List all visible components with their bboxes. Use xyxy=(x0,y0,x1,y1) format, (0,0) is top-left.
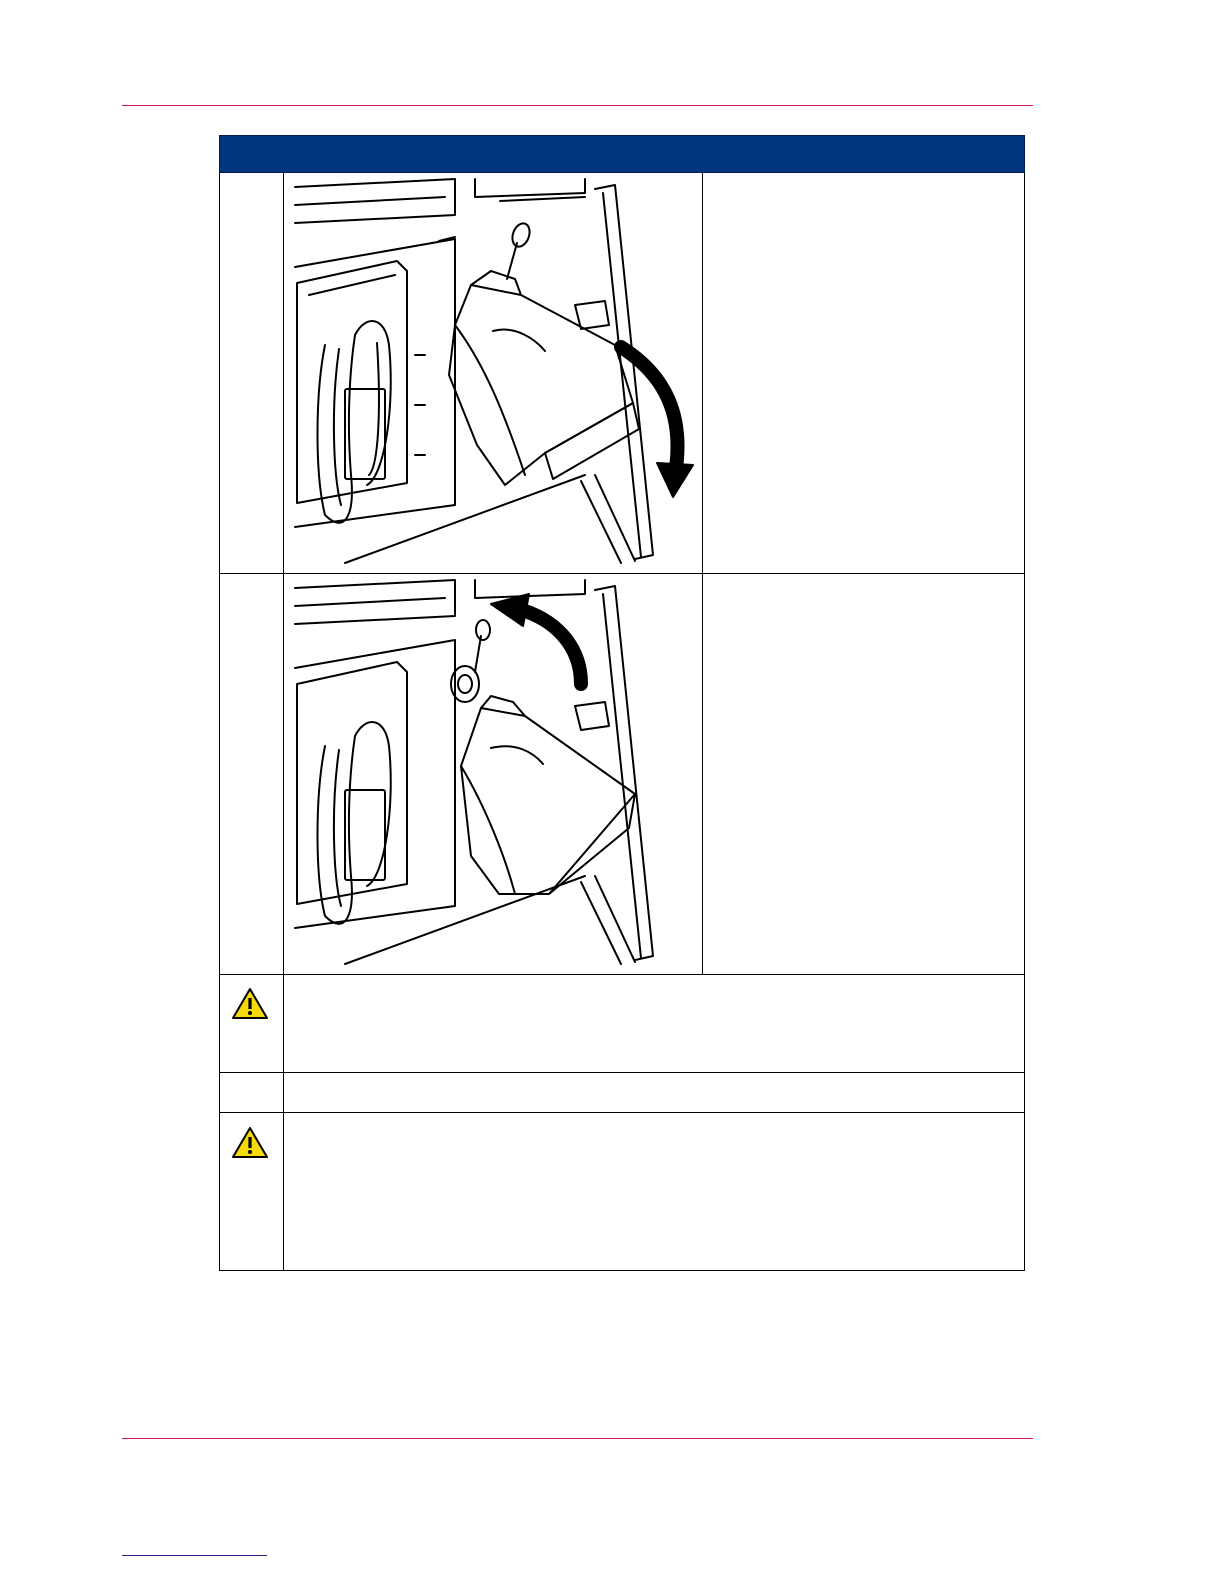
warning-icon xyxy=(231,987,269,1020)
warning-icon xyxy=(231,1126,269,1159)
row-divider xyxy=(219,1112,1025,1113)
text-column-divider xyxy=(702,173,703,975)
row-divider xyxy=(219,573,1025,574)
row-divider xyxy=(219,1072,1025,1073)
header-rule xyxy=(122,105,1033,106)
footer-rule xyxy=(122,1438,1033,1439)
toner-bottle-tilt-down-illustration xyxy=(285,175,701,571)
step-column-divider xyxy=(283,173,284,1271)
footnote-rule xyxy=(122,1555,267,1556)
table-header xyxy=(219,135,1025,173)
steps-table xyxy=(219,135,1025,1271)
row-divider xyxy=(219,974,1025,975)
toner-bottle-lift-up-illustration xyxy=(285,576,701,972)
